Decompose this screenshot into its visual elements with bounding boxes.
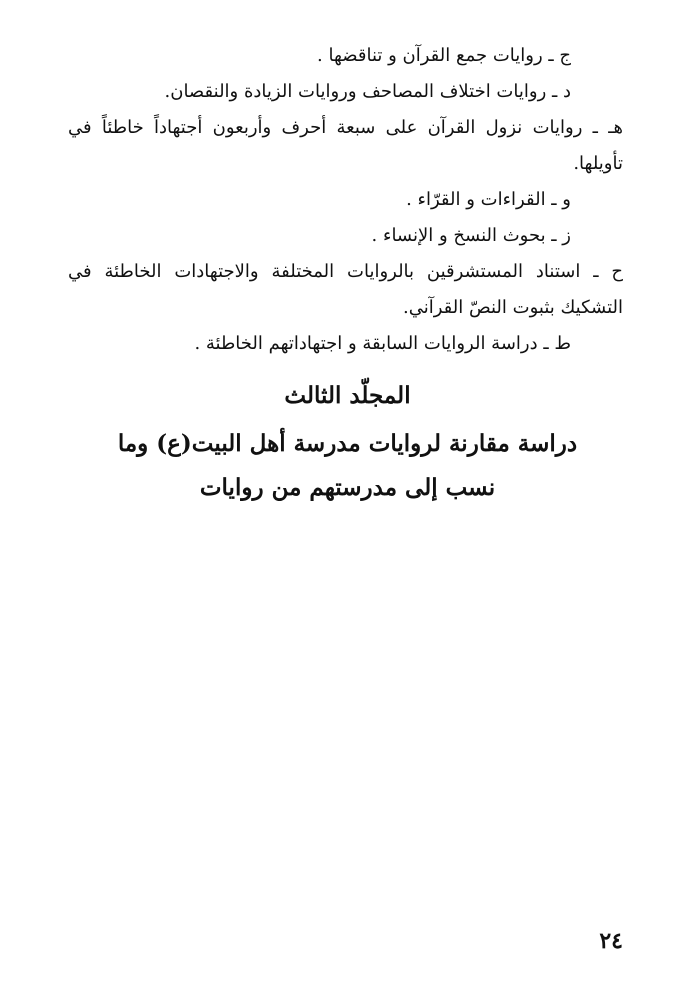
- volume-heading-block: [0, 376, 695, 510]
- list-item-tta: ط ـ دراسة الروايات السابقة و اجتهاداتهم الخاطئة .: [194, 333, 571, 354]
- list-item-zay: ز ـ بحوث النسخ و الإنساء .: [371, 225, 571, 246]
- volume-subtitle: دراسة مقارنة لروايات مدرسة أهل البيت(ع) وما نسب إلى مدرستهم من روايات: [117, 430, 578, 501]
- list-item-jeem: ج ـ روايات جمع القرآن و تناقضها .: [317, 45, 571, 66]
- list-item-dal: د ـ روايات اختلاف المصاحف وروايات الزيادة والنقصان.: [164, 81, 571, 102]
- list-item-ha: هـ ـ روايات نزول القرآن على سبعة أحرف وأربعون أجتهاداً خاطئاً في تأويلها.: [68, 117, 623, 174]
- list-item-waw: و ـ القراءات و القرّاء .: [406, 189, 571, 210]
- list-item-hha: ح ـ استناد المستشرقين بالروايات المختلفة والاجتهادات الخاطئة في التشكيك بثبوت النصّ القرآني.: [68, 261, 623, 318]
- page-number: ٢٤: [599, 928, 623, 954]
- contents-list: [68, 38, 623, 362]
- volume-title: المجلّد الثالث: [284, 382, 411, 409]
